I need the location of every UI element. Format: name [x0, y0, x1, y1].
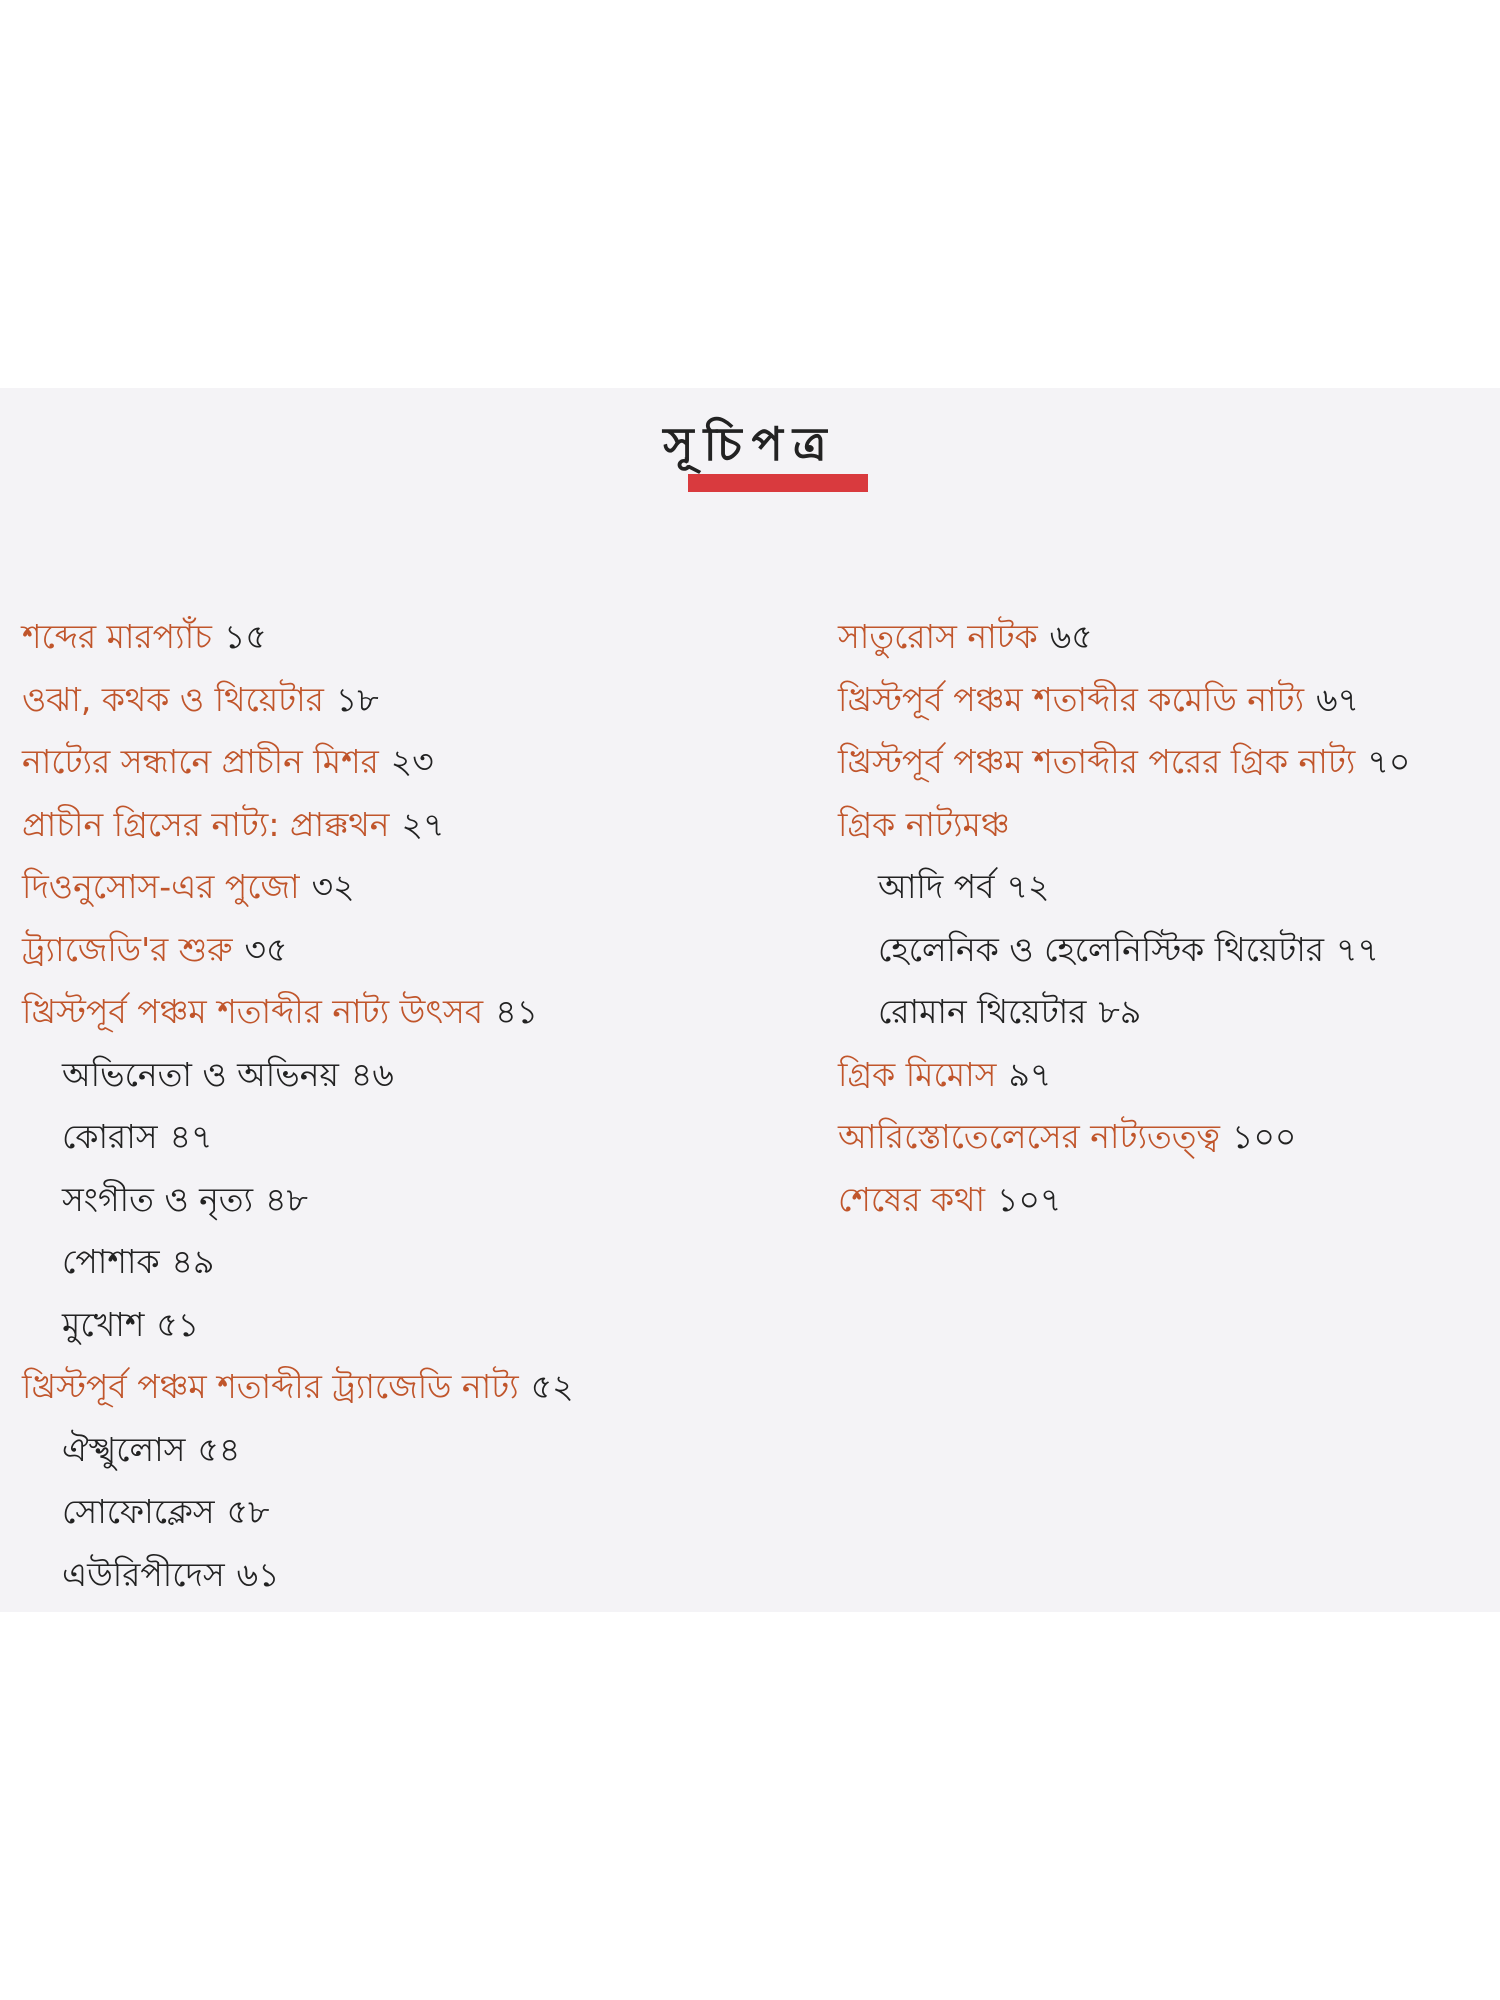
toc-entry-page: ৩৫: [244, 929, 288, 969]
toc-entry-page: ৪৮: [265, 1179, 308, 1219]
toc-entry-label: ঐস্খুলোস: [62, 1429, 186, 1469]
toc-entry-label: সোফোক্লেস: [62, 1492, 215, 1531]
page-title: সূচিপত্র: [663, 417, 837, 471]
toc-entry[interactable]: [838, 1044, 1478, 1107]
toc-entry-page: ৭৭: [1335, 929, 1379, 969]
toc-entry-page: ৫২: [530, 1367, 574, 1406]
toc-entry-page: ৭০: [1367, 742, 1411, 781]
toc-entry[interactable]: [22, 919, 722, 982]
contents-right-column: [838, 606, 1478, 1231]
toc-entry-page: ৩২: [311, 867, 355, 906]
toc-entry-page: ৪৯: [171, 1242, 215, 1281]
toc-entry-page: ১৫: [224, 617, 267, 656]
toc-entry-page: ৫৪: [197, 1429, 241, 1469]
toc-entry[interactable]: [22, 856, 722, 919]
toc-entry-label: ট্র্যাজেডি'র শুরু: [22, 929, 233, 969]
toc-entry-label: কোরাস: [62, 1117, 158, 1156]
toc-entry-label: ওঝা, কথক ও থিয়েটার: [22, 679, 324, 719]
toc-entry-label: সাতুরোস নাটক: [838, 617, 1038, 656]
toc-subentry[interactable]: [838, 981, 1478, 1044]
toc-entry-page: ৬১: [236, 1554, 280, 1594]
toc-entry[interactable]: [838, 1106, 1478, 1169]
toc-entry[interactable]: [838, 1169, 1478, 1232]
toc-entry-page: ৬৫: [1049, 617, 1093, 656]
toc-entry[interactable]: [838, 731, 1478, 794]
toc-entry-label: খ্রিস্টপূর্ব পঞ্চম শতাব্দীর ট্র্যাজেডি নাট্য: [22, 1367, 519, 1406]
toc-entry-page: ২৭: [401, 804, 445, 844]
toc-subentry[interactable]: [22, 1106, 722, 1169]
toc-entry[interactable]: [22, 981, 722, 1044]
toc-entry-page: ৮৯: [1098, 992, 1142, 1031]
toc-subentry[interactable]: [22, 1419, 722, 1482]
toc-entry-page: ৭২: [1006, 867, 1050, 906]
toc-entry-page: ৪৬: [350, 1054, 394, 1094]
toc-entry-label: আরিস্তোতেলেসের নাট্যতত্ত্ব: [838, 1117, 1221, 1156]
toc-entry-label: সংগীত ও নৃত্য: [62, 1179, 254, 1219]
toc-subentry[interactable]: [22, 1231, 722, 1294]
contents-left-column: [22, 606, 722, 1606]
toc-entry-page: ২৩: [390, 742, 434, 781]
toc-entry-page: ৪৭: [169, 1117, 213, 1156]
toc-entry[interactable]: [22, 669, 722, 732]
toc-entry-label: গ্রিক মিমোস: [838, 1054, 997, 1094]
contents-page: [0, 388, 1500, 1612]
toc-entry-page: ৫১: [156, 1304, 200, 1344]
toc-entry-label: শব্দের মারপ্যাঁচ: [22, 617, 212, 656]
toc-subentry[interactable]: [838, 856, 1478, 919]
toc-entry[interactable]: [22, 1356, 722, 1419]
toc-entry-page: ৪১: [495, 992, 539, 1031]
toc-subentry[interactable]: [838, 919, 1478, 982]
toc-entry[interactable]: [838, 606, 1478, 669]
toc-entry[interactable]: [22, 731, 722, 794]
toc-entry-label: আদি পর্ব: [878, 867, 995, 906]
toc-section-heading[interactable]: [838, 794, 1478, 857]
toc-entry-label: পোশাক: [62, 1242, 160, 1281]
title-underline-bar: [688, 474, 868, 492]
toc-entry-page: ৫৮: [226, 1492, 270, 1531]
toc-entry-label: খ্রিস্টপূর্ব পঞ্চম শতাব্দীর কমেডি নাট্য: [838, 679, 1305, 719]
toc-entry-label: অভিনেতা ও অভিনয়: [62, 1054, 339, 1094]
toc-entry-label: গ্রিক নাট্যমঞ্চ: [838, 804, 1010, 844]
toc-entry[interactable]: [838, 669, 1478, 732]
toc-entry-label: হেলেনিক ও হেলেনিস্টিক থিয়েটার: [878, 929, 1324, 969]
toc-subentry[interactable]: [22, 1544, 722, 1607]
toc-entry-page: ১০০: [1232, 1117, 1297, 1156]
toc-subentry[interactable]: [22, 1169, 722, 1232]
toc-entry-label: মুখোশ: [62, 1304, 145, 1344]
toc-entry-label: নাট্যের সন্ধানে প্রাচীন মিশর: [22, 742, 379, 781]
toc-subentry[interactable]: [22, 1044, 722, 1107]
toc-entry-page: ১৮: [335, 679, 379, 719]
toc-entry-label: রোমান থিয়েটার: [878, 992, 1087, 1031]
toc-entry-label: শেষের কথা: [838, 1179, 986, 1219]
toc-entry-page: ৬৭: [1316, 679, 1359, 719]
toc-entry-label: প্রাচীন গ্রিসের নাট্য: প্রাক্কথন: [22, 804, 390, 844]
toc-entry-label: দিওনুসোস-এর পুজো: [22, 867, 300, 906]
toc-subentry[interactable]: [22, 1481, 722, 1544]
toc-entry-label: খ্রিস্টপূর্ব পঞ্চম শতাব্দীর পরের গ্রিক নাট্য: [838, 742, 1356, 781]
toc-entry-label: খ্রিস্টপূর্ব পঞ্চম শতাব্দীর নাট্য উৎসব: [22, 992, 484, 1031]
toc-entry[interactable]: [22, 606, 722, 669]
toc-entry-label: এউরিপীদেস: [62, 1554, 225, 1594]
toc-entry-page: ১০৭: [997, 1179, 1062, 1219]
toc-entry[interactable]: [22, 794, 722, 857]
toc-entry-page: ৯৭: [1008, 1054, 1052, 1094]
toc-subentry[interactable]: [22, 1294, 722, 1357]
